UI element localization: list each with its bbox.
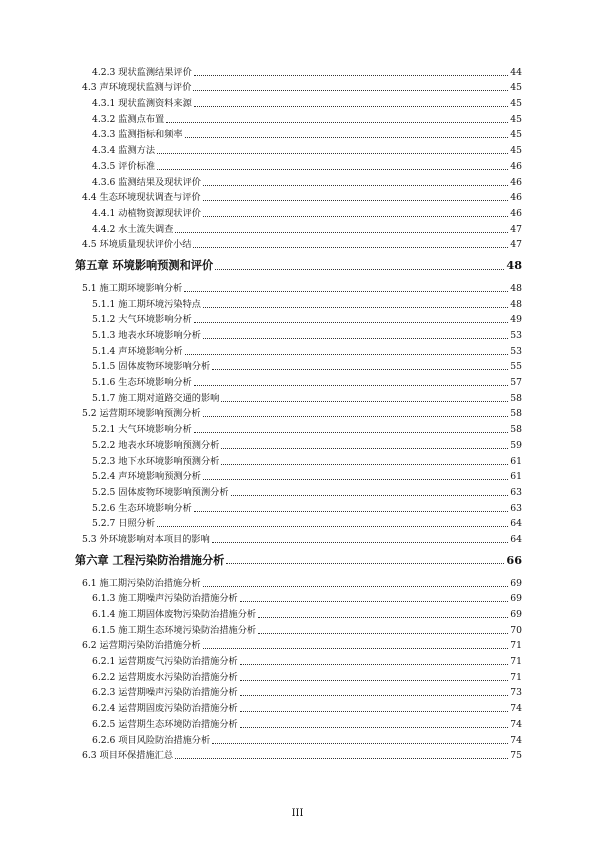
dot-leader (212, 369, 508, 370)
toc-entry-page-number: 58 (510, 392, 522, 404)
toc-subsection-entry[interactable] (0, 605, 595, 621)
toc-entry-page-number: 75 (510, 750, 522, 762)
dot-leader (185, 137, 509, 138)
toc-entry-page-number: 44 (510, 66, 522, 78)
toc-subsection-entry[interactable] (0, 157, 595, 173)
toc-entry-title: 6.1.4 施工期固体废物污染防治措施分析 (92, 609, 257, 620)
dot-leader (203, 648, 509, 649)
toc-subsection-entry[interactable] (0, 110, 595, 126)
toc-entry-page-number: 45 (510, 113, 522, 125)
dot-leader (194, 106, 508, 107)
toc-entry-title: 4.3.2 监测点布置 (92, 113, 165, 125)
dot-leader (175, 232, 508, 233)
toc-entry-page-number: 71 (510, 640, 522, 652)
toc-section-entry[interactable] (0, 405, 595, 421)
toc-subsection-entry[interactable] (0, 684, 595, 700)
toc-entry-title: 4.4 生态环境现状调查与评价 (82, 192, 201, 204)
toc-entry-page-number: 61 (510, 455, 522, 467)
toc-entry-title: 5.2.4 声环境影响预测分析 (92, 471, 201, 483)
toc-entry-page-number: 69 (510, 609, 522, 620)
dot-leader (166, 122, 508, 123)
toc-entry-title: 5.2.5 固体废物环境影响预测分析 (92, 486, 229, 498)
toc-subsection-entry[interactable] (0, 468, 595, 484)
dot-leader (194, 511, 508, 512)
toc-subsection-entry[interactable] (0, 389, 595, 405)
toc-entry-page-number: 63 (510, 502, 522, 514)
toc-entry-title: 6.2.2 运营期废水污染防治措施分析 (92, 671, 238, 683)
toc-entry-page-number: 58 (510, 408, 522, 420)
dot-leader (194, 432, 508, 433)
toc-entry-page-number: 69 (510, 577, 522, 589)
toc-entry-title: 5.1.2 大气环境影响分析 (92, 314, 192, 326)
toc-entry-page-number: 46 (510, 160, 522, 172)
toc-section-entry[interactable] (0, 530, 595, 546)
toc-section-entry[interactable] (0, 747, 595, 763)
dot-leader (221, 401, 508, 402)
toc-entry-title: 5.2 运营期环境影响预测分析 (82, 408, 201, 420)
toc-section-entry[interactable] (0, 279, 595, 295)
toc-subsection-entry[interactable] (0, 220, 595, 236)
toc-entry-title: 5.2.3 地下水环境影响预测分析 (92, 455, 220, 467)
dot-leader (221, 464, 508, 465)
dot-leader (240, 727, 509, 728)
toc-entry-page-number: 66 (506, 552, 522, 567)
toc-entry-page-number: 61 (510, 471, 522, 483)
toc-entry-page-number: 74 (510, 734, 522, 746)
toc-chapter-entry[interactable] (0, 546, 595, 574)
dot-leader (221, 448, 508, 449)
toc-entry-page-number: 70 (510, 624, 522, 636)
toc-entry-title: 4.4.2 水土流失调查 (92, 223, 174, 235)
toc-entry-title: 6.1 施工期污染防治措施分析 (82, 577, 201, 589)
toc-entry-page-number: 71 (510, 671, 522, 683)
toc-entry-page-number: 48 (510, 282, 522, 294)
dot-leader (203, 185, 508, 186)
toc-entry-page-number: 46 (510, 192, 522, 204)
toc-subsection-entry[interactable] (0, 515, 595, 531)
toc-entry-page-number: 47 (510, 223, 522, 235)
toc-subsection-entry[interactable] (0, 94, 595, 110)
toc-entry-page-number: 49 (510, 314, 522, 326)
toc-subsection-entry[interactable] (0, 731, 595, 747)
toc-entry-page-number: 45 (510, 129, 522, 141)
toc-entry-title: 6.2.3 运营期噪声污染防治措施分析 (92, 687, 238, 699)
toc-subsection-entry[interactable] (0, 126, 595, 142)
toc-subsection-entry[interactable] (0, 499, 595, 515)
dot-leader (203, 200, 509, 201)
toc-entry-title: 4.2.3 现状监测结果评价 (92, 66, 192, 78)
toc-section-entry[interactable] (0, 236, 595, 252)
toc-entry-title: 4.5 环境质量现状评价小结 (82, 239, 192, 251)
toc-entry-page-number: 71 (510, 656, 522, 668)
toc-section-entry[interactable] (0, 574, 595, 590)
toc-chapter-entry[interactable] (0, 251, 595, 279)
dot-leader (203, 307, 508, 308)
dot-leader (194, 322, 508, 323)
toc-subsection-entry[interactable] (0, 358, 595, 374)
dot-leader (258, 633, 508, 634)
toc-entry-page-number: 53 (510, 330, 522, 341)
toc-entry-title: 5.1 施工期环境影响分析 (82, 282, 183, 294)
toc-subsection-entry[interactable] (0, 173, 595, 189)
toc-entry-title: 6.1.3 施工期噪声污染防治措施分析 (92, 593, 238, 605)
dot-leader (240, 711, 509, 712)
dot-leader (184, 291, 508, 292)
toc-entry-title: 4.3.6 监测结果及现状评价 (92, 176, 201, 188)
toc-entry-title: 5.2.6 生态环境影响分析 (92, 502, 192, 514)
toc-entry-page-number: 64 (510, 518, 522, 530)
toc-entry-page-number: 73 (510, 687, 522, 699)
toc-subsection-entry[interactable] (0, 621, 595, 637)
toc-section-entry[interactable] (0, 79, 595, 95)
toc-entry-title: 6.2.4 运营期固废污染防治措施分析 (92, 703, 238, 715)
toc-subsection-entry[interactable] (0, 311, 595, 327)
toc-entry-page-number: 55 (510, 361, 522, 373)
toc-entry-title: 4.3.3 监测指标和频率 (92, 129, 183, 141)
toc-entry-title: 6.2 运营期污染防治措施分析 (82, 640, 201, 652)
toc-entry-page-number: 64 (510, 533, 522, 545)
dot-leader (185, 354, 509, 355)
toc-subsection-entry[interactable] (0, 63, 595, 79)
dot-leader (203, 338, 508, 339)
toc-subsection-entry[interactable] (0, 668, 595, 684)
toc-section-entry[interactable] (0, 189, 595, 205)
toc-entry-page-number: 53 (510, 345, 522, 357)
dot-leader (193, 247, 508, 248)
toc-entry-page-number: 69 (510, 593, 522, 605)
toc-entry-title: 5.2.7 日照分析 (92, 518, 156, 530)
page-number: III (291, 808, 304, 819)
toc-entry-page-number: 45 (510, 82, 522, 94)
toc-entry-page-number: 58 (510, 424, 522, 436)
dot-leader (240, 601, 509, 602)
toc-entry-title: 4.3.5 评价标准 (92, 160, 156, 172)
dot-leader (194, 385, 508, 386)
toc-subsection-entry[interactable] (0, 420, 595, 436)
toc-entry-page-number: 47 (510, 239, 522, 251)
toc-subsection-entry[interactable] (0, 326, 595, 342)
dot-leader (157, 153, 508, 154)
toc-entry-title: 5.1.6 生态环境影响分析 (92, 377, 192, 389)
toc-subsection-entry[interactable] (0, 715, 595, 731)
toc-section-entry[interactable] (0, 637, 595, 653)
toc-entry-title: 4.3.1 现状监测资料来源 (92, 98, 192, 110)
toc-entry-title: 4.4.1 动植物资源现状评价 (92, 207, 201, 219)
toc-subsection-entry[interactable] (0, 373, 595, 389)
toc-entry-title: 5.1.4 声环境影响分析 (92, 345, 183, 357)
toc-entry-title: 6.1.5 施工期生态环境污染防治措施分析 (92, 624, 257, 636)
toc-entry-title: 5.1.3 地表水环境影响分析 (92, 330, 201, 341)
toc-entry-page-number: 45 (510, 145, 522, 157)
dot-leader (240, 664, 509, 665)
toc-entry-title: 4.3 声环境现状监测与评价 (82, 82, 192, 94)
toc-entry-title: 6.2.5 运营期生态环境防治措施分析 (92, 718, 238, 730)
toc-subsection-entry[interactable] (0, 342, 595, 358)
toc-entry-title: 6.2.6 项目风险防治措施分析 (92, 734, 211, 746)
toc-entry-page-number: 74 (510, 718, 522, 730)
dot-leader (215, 269, 504, 270)
dot-leader (212, 542, 509, 543)
toc-entry-title: 6.3 项目环保措施汇总 (82, 750, 174, 762)
toc-subsection-entry[interactable] (0, 483, 595, 499)
dot-leader (240, 680, 509, 681)
toc-subsection-entry[interactable] (0, 141, 595, 157)
dot-leader (175, 758, 508, 759)
dot-leader (212, 743, 508, 744)
toc-subsection-entry[interactable] (0, 436, 595, 452)
toc-entry-page-number: 45 (510, 98, 522, 110)
toc-subsection-entry[interactable] (0, 295, 595, 311)
dot-leader (203, 586, 509, 587)
toc-entry-title: 5.2.2 地表水环境影响预测分析 (92, 439, 220, 451)
toc-entry-page-number: 48 (506, 258, 522, 273)
toc-entry-title: 5.2.1 大气环境影响分析 (92, 424, 192, 436)
toc-entry-title: 6.2.1 运营期废气污染防治措施分析 (92, 656, 238, 668)
table-of-contents (0, 63, 595, 762)
toc-entry-title: 4.3.4 监测方法 (92, 145, 156, 157)
toc-subsection-entry[interactable] (0, 652, 595, 668)
dot-leader (203, 479, 508, 480)
toc-entry-page-number: 48 (510, 298, 522, 310)
toc-subsection-entry[interactable] (0, 699, 595, 715)
toc-entry-title: 5.1.5 固体废物环境影响分析 (92, 361, 211, 373)
toc-entry-title: 5.1.1 施工期环境污染特点 (92, 298, 201, 310)
dot-leader (157, 526, 508, 527)
dot-leader (157, 169, 508, 170)
toc-subsection-entry[interactable] (0, 204, 595, 220)
toc-entry-title: 第六章 工程污染防治措施分析 (75, 552, 225, 567)
toc-entry-title: 5.1.7 施工期对道路交通的影响 (92, 392, 220, 404)
toc-entry-page-number: 46 (510, 176, 522, 188)
toc-entry-page-number: 59 (510, 439, 522, 451)
toc-entry-page-number: 46 (510, 207, 522, 219)
toc-entry-page-number: 63 (510, 486, 522, 498)
toc-entry-page-number: 57 (510, 377, 522, 389)
dot-leader (240, 695, 509, 696)
dot-leader (231, 495, 509, 496)
toc-entry-title: 第五章 环境影响预测和评价 (75, 258, 214, 273)
dot-leader (203, 216, 508, 217)
dot-leader (258, 617, 508, 618)
toc-subsection-entry[interactable] (0, 590, 595, 606)
toc-entry-page-number: 74 (510, 703, 522, 715)
toc-subsection-entry[interactable] (0, 452, 595, 468)
toc-entry-title: 5.3 外环境影响对本项目的影响 (82, 533, 210, 545)
dot-leader (193, 90, 508, 91)
dot-leader (203, 416, 509, 417)
dot-leader (194, 75, 508, 76)
dot-leader (226, 563, 504, 564)
